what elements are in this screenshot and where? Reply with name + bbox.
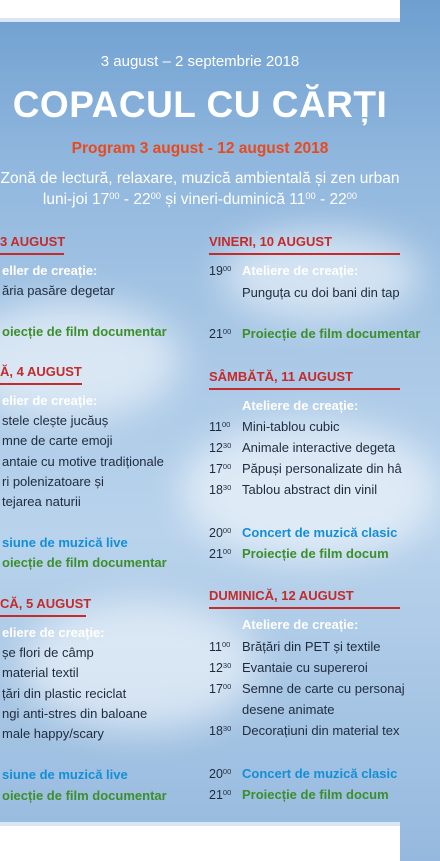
list-item: ngi anti-stres din baloane [2,706,148,721]
event-time: $11^{00}$ [209,639,231,654]
list-item: țări din plastic reciclat [2,686,127,701]
event-time: $18^{30}$ [209,482,232,497]
top-band [0,0,400,18]
event-time: $21^{00}$ [209,326,232,341]
workshop-heading: eliere de creație: [2,625,105,640]
opening-hours: luni-joi $17^{00} - 22^{00}$ și vineri-duminică $11^{00} - 22^{00}$ [42,190,358,208]
list-item: stele clește jucăuș [2,413,109,428]
event-time: $20^{00}$ [209,525,232,540]
day-underline [0,253,64,255]
list-item: Tablou abstract din vinil [242,482,378,497]
bottom-band [0,826,400,861]
list-item: ri polenizatoare și [2,474,104,489]
event-time: $12^{30}$ [209,440,232,455]
list-item: male happy/scary [2,726,104,741]
page-title: COPACUL CU CĂRȚI [12,84,388,125]
music-event: Concert de muzică clasic [242,766,398,781]
day-underline [0,383,82,385]
event-time: $21^{00}$ [209,787,232,802]
day-underline [0,615,86,617]
list-item: Păpuși personalizate din hâ [242,461,402,476]
film-event: oiecție de film documentar [2,555,167,570]
program-dates: Program 3 august - 12 august 2018 [71,140,329,157]
list-item: antaie cu motive tradiționale [2,454,164,469]
film-event: Proiecție de film documentar [242,326,421,341]
day-heading: CĂ, 5 AUGUST [0,596,92,611]
event-time: $20^{00}$ [209,766,232,781]
list-item: Evantaie cu supereroi [242,660,368,675]
workshop-heading: eller de creație: [2,263,98,278]
day-heading: SÂMBĂTĂ, 11 AUGUST [209,369,353,384]
day-heading: VINERI, 10 AUGUST [209,234,333,249]
list-item: Punguța cu doi bani din tap [242,285,400,300]
music-event: siune de muzică live [2,767,128,782]
list-item: șe flori de câmp [2,645,94,660]
event-time: $19^{00}$ [209,263,232,278]
film-event: Proiecție de film docum [242,546,389,561]
list-item: Brățări din PET și textile [242,639,381,654]
day-heading: DUMINICĂ, 12 AUGUST [209,588,354,603]
list-item: mne de carte emoji [2,433,113,448]
film-event: oiecție de film documentar [2,324,167,339]
description: Zonă de lectură, relaxare, muzică ambientală și zen urban [0,170,400,187]
workshop-heading: elier de creație: [2,393,98,408]
list-item: Animale interactive degeta [242,440,396,455]
event-time: $17^{00}$ [209,461,232,476]
list-item: Mini-tablou cubic [242,419,340,434]
day-heading: Ă, 4 AUGUST [0,364,82,379]
event-time: $11^{00}$ [209,419,231,434]
workshop-heading: Ateliere de creație: [242,398,359,413]
music-event: siune de muzică live [2,535,128,550]
film-event: Proiecție de film docum [242,787,389,802]
workshop-heading: Ateliere de creație: [242,263,359,278]
music-event: Concert de muzică clasic [242,525,398,540]
list-item: Semne de carte cu personaj [242,681,405,696]
day-heading: 3 AUGUST [0,234,66,249]
list-item: desene animate [242,702,335,717]
list-item: material textil [2,665,79,680]
list-item: ăria pasăre degetar [2,283,115,298]
event-time: $12^{30}$ [209,660,232,675]
day-underline [209,388,400,390]
event-time: $18^{30}$ [209,723,232,738]
day-underline [209,607,400,609]
film-event: oiecție de film documentar [2,788,167,803]
workshop-heading: Ateliere de creație: [242,617,359,632]
event-time: $17^{00}$ [209,681,232,696]
event-time: $21^{00}$ [209,546,232,561]
list-item: tejarea naturii [2,494,81,509]
day-underline [209,253,400,255]
top-divider [0,18,400,22]
date-range: 3 august – 2 septembrie 2018 [100,53,300,70]
list-item: Decorațiuni din material tex [242,723,400,738]
